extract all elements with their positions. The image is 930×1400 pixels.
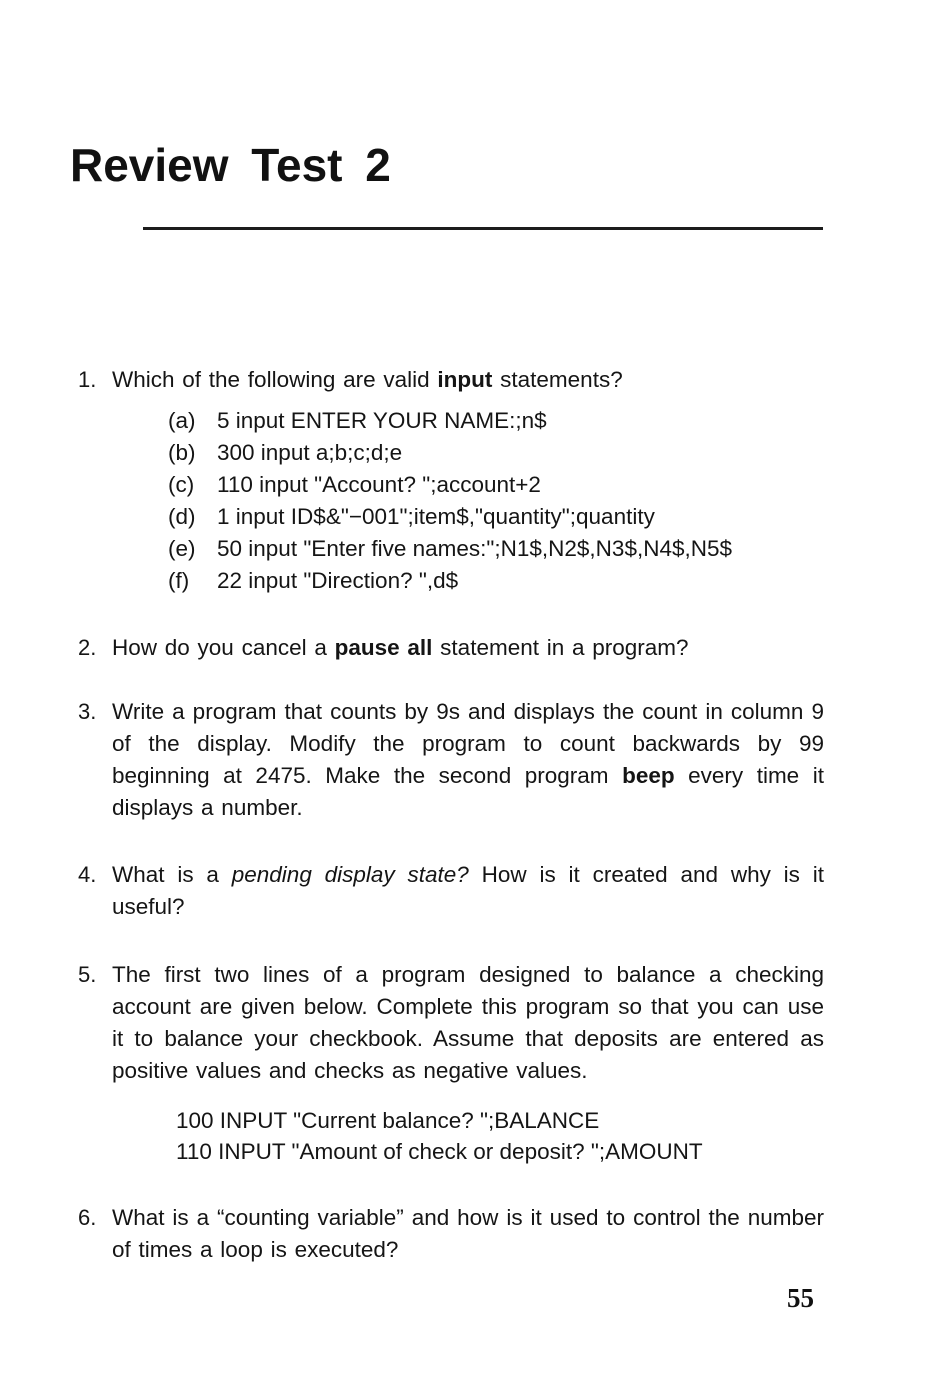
- question-6-text: [112, 1202, 824, 1266]
- text-segment: What is a “counting variable” and how is it used to control the number of times a loop is executed?: [112, 1205, 824, 1262]
- text-segment: Write a program that counts by 9s and displays the count in column 9 of the display. Modify the program to count backwards by 99 beginning at 2475. Make the second program: [112, 699, 824, 788]
- text-segment: Which of the following are valid: [112, 367, 438, 392]
- text-segment: The first two lines of a program designed to balance a checking account are given below. Complete this program so that you can use it to balance your checkbook. Assume that deposits are entered as positive values and checks as negative values.: [112, 962, 824, 1083]
- question-5-body: [112, 959, 824, 1167]
- text-segment: What is a: [112, 862, 232, 887]
- question-5-number: 5.: [78, 962, 97, 987]
- question-6: [78, 1202, 824, 1266]
- option-code: 110 input "Account? ";account+2: [217, 472, 541, 497]
- question-2-body: [112, 632, 824, 664]
- option-label: (b): [168, 440, 196, 465]
- page-number: 55: [787, 1283, 814, 1313]
- answer-option-b: [168, 437, 824, 469]
- text-segment: every time it displays a number.: [112, 763, 824, 820]
- question-1-number: 1.: [78, 367, 97, 392]
- question-1-text: [112, 364, 824, 396]
- question-1: [78, 364, 824, 597]
- question-4-body: [112, 859, 824, 923]
- question-3: [78, 696, 824, 824]
- question-3-body: [112, 696, 824, 824]
- code-line-100: 100 INPUT "Current balance? ";BALANCE: [176, 1108, 600, 1133]
- question-5: [78, 959, 824, 1167]
- question-6-number: 6.: [78, 1205, 97, 1230]
- option-label: (c): [168, 472, 195, 497]
- text-segment: statement in a program?: [432, 635, 689, 660]
- option-label: (d): [168, 504, 196, 529]
- question-4: [78, 859, 824, 923]
- option-label: (f): [168, 568, 190, 593]
- code-line-110: 110 INPUT "Amount of check or deposit? ";AMOUNT: [176, 1139, 703, 1164]
- question-6-body: [112, 1202, 824, 1266]
- option-code: 1 input ID$&"−001";item$,"quantity";quantity: [217, 504, 655, 529]
- option-code: 5 input ENTER YOUR NAME:;n$: [217, 408, 547, 433]
- program-listing: [176, 1105, 824, 1167]
- question-3-text: [112, 696, 824, 824]
- option-code: 22 input "Direction? ",d$: [217, 568, 459, 593]
- answer-option-d: [168, 501, 824, 533]
- text-segment: statements?: [492, 367, 623, 392]
- bold-keyword: beep: [622, 763, 675, 788]
- page-title: Review Test 2: [70, 139, 391, 191]
- answer-option-a: [168, 405, 824, 437]
- bold-keyword: input: [437, 367, 493, 392]
- question-2-text: [112, 632, 824, 664]
- option-label: (a): [168, 408, 196, 433]
- option-label: (e): [168, 536, 196, 561]
- question-3-number: 3.: [78, 699, 97, 724]
- answer-option-e: [168, 533, 824, 565]
- question-4-text: [112, 859, 824, 923]
- option-code: 50 input "Enter five names:";N1$,N2$,N3$,N4$,N5$: [217, 536, 733, 561]
- answer-options: [168, 405, 824, 597]
- italic-term: pending display state?: [231, 862, 469, 887]
- answer-option-c: [168, 469, 824, 501]
- question-2-number: 2.: [78, 635, 97, 660]
- option-code: 300 input a;b;c;d;e: [217, 440, 403, 465]
- question-4-number: 4.: [78, 862, 97, 887]
- title-rule: [143, 227, 823, 230]
- bold-keyword: pause all: [334, 635, 433, 660]
- text-segment: How do you cancel a: [112, 635, 335, 660]
- question-5-text: [112, 959, 824, 1087]
- answer-option-f: [168, 565, 824, 597]
- text-segment: How is it created and why is it useful?: [112, 862, 824, 919]
- question-2: [78, 632, 824, 664]
- question-1-body: [112, 364, 824, 597]
